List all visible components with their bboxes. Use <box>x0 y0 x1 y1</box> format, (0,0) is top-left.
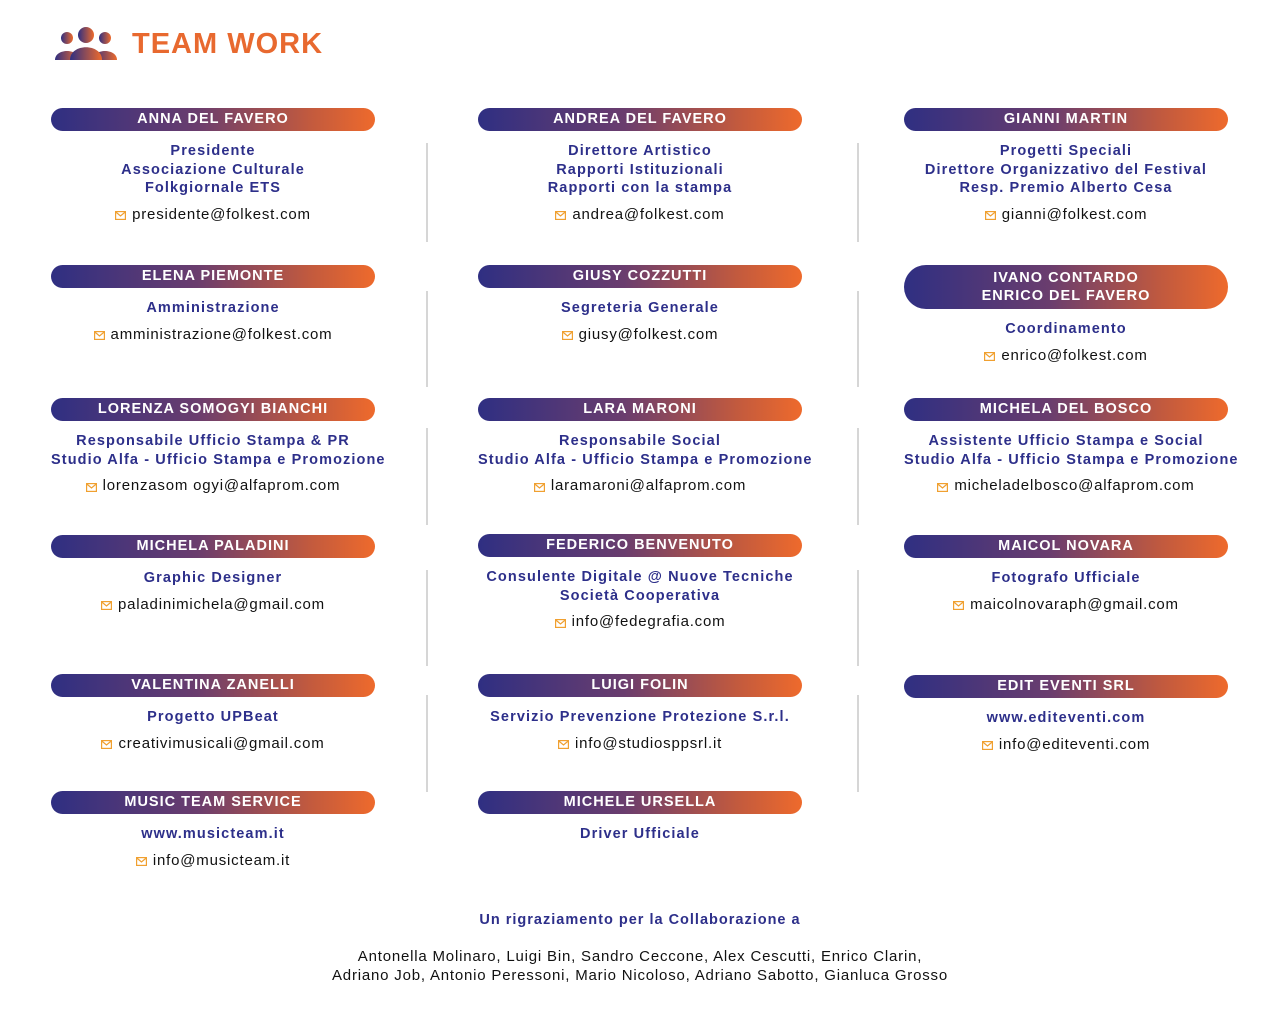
mail-icon <box>982 741 993 750</box>
team-card <box>51 265 375 345</box>
column-divider <box>426 143 428 242</box>
email-link[interactable] <box>555 206 724 223</box>
thanks-line: Adriano Job, Antonio Peressoni, Mario Nicoloso, Adriano Sabotto, Gianluca Grosso <box>332 967 948 984</box>
member-name: LORENZA SOMOGYI BIANCHI <box>97 401 329 417</box>
team-card <box>478 398 813 497</box>
name-pill <box>904 265 1228 309</box>
role-line: Studio Alfa - Ufficio Stampa e Promozione <box>478 451 813 468</box>
website-link[interactable]: www.musicteam.it <box>141 826 285 842</box>
email-link[interactable] <box>562 326 719 343</box>
mail-icon <box>136 857 147 866</box>
role-block <box>478 299 802 318</box>
name-pill <box>51 265 375 288</box>
role-line: Resp. Premio Alberto Cesa <box>959 180 1173 196</box>
member-name: IVANO CONTARDO <box>993 270 1139 286</box>
role-line: Fotografo Ufficiale <box>991 570 1141 586</box>
role-line: Studio Alfa - Ufficio Stampa e Promozione <box>51 451 386 468</box>
mail-icon <box>115 211 126 220</box>
team-card <box>478 534 802 633</box>
mail-icon <box>562 331 573 340</box>
team-icon <box>54 26 118 62</box>
mail-icon <box>86 483 97 492</box>
member-name: MICHELE URSELLA <box>563 794 717 810</box>
role-block <box>904 569 1228 588</box>
role-line: Studio Alfa - Ufficio Stampa e Promozione <box>904 451 1239 468</box>
mail-icon <box>555 619 566 628</box>
name-pill <box>478 398 802 421</box>
name-pill <box>478 674 802 697</box>
email-text: enrico@folkest.com <box>1001 346 1148 364</box>
team-card <box>51 108 375 225</box>
mail-icon <box>558 740 569 749</box>
email-link[interactable] <box>558 735 722 752</box>
thanks-line: Antonella Molinaro, Luigi Bin, Sandro Ceccone, Alex Cescutti, Enrico Clarin, <box>357 948 923 965</box>
role-block <box>904 432 1239 469</box>
role-line: Progetto UPBeat <box>147 709 279 725</box>
name-pill <box>904 108 1228 131</box>
email-link[interactable] <box>94 326 333 343</box>
name-pill <box>904 675 1228 698</box>
name-pill <box>478 791 802 814</box>
mail-icon <box>985 211 996 220</box>
role-block <box>51 825 375 844</box>
role-block <box>904 709 1228 728</box>
name-pill <box>51 674 375 697</box>
role-block <box>51 142 375 198</box>
role-block <box>478 568 802 605</box>
mail-icon <box>101 740 112 749</box>
email-link[interactable] <box>534 477 746 494</box>
page-title: TEAM WORK <box>132 27 324 60</box>
column-divider <box>857 143 859 242</box>
name-pill <box>478 108 802 131</box>
role-block <box>478 708 802 727</box>
column-divider <box>426 291 428 387</box>
member-name: MUSIC TEAM SERVICE <box>124 794 302 810</box>
column-divider <box>426 570 428 666</box>
name-pill <box>51 791 375 814</box>
email-text: giusy@folkest.com <box>578 325 719 343</box>
member-name: MAICOL NOVARA <box>998 538 1134 554</box>
email-text: paladinimichela@gmail.com <box>118 595 325 613</box>
member-name: GIUSY COZZUTTI <box>572 268 708 284</box>
role-line: Associazione Culturale <box>121 161 305 178</box>
role-block <box>478 825 802 844</box>
website-link[interactable]: www.editeventi.com <box>986 710 1146 726</box>
role-line: Coordinamento <box>1005 321 1127 337</box>
page-header <box>54 24 323 64</box>
email-link[interactable] <box>101 596 325 613</box>
member-name: ENRICO DEL FAVERO <box>981 288 1151 304</box>
role-line: Società Cooperativa <box>559 587 721 604</box>
mail-icon <box>953 601 964 610</box>
team-card <box>478 791 802 844</box>
email-text: info@studiosppsrl.it <box>574 734 723 752</box>
mail-icon <box>94 331 105 340</box>
role-block <box>478 142 802 198</box>
role-line: Responsabile Social <box>559 433 721 449</box>
email-link[interactable] <box>984 347 1147 364</box>
team-card <box>51 791 375 871</box>
mail-icon <box>555 211 566 220</box>
role-block <box>904 320 1228 339</box>
email-text: maicolnovaraph@gmail.com <box>970 595 1179 613</box>
column-divider <box>857 291 859 387</box>
member-name: ELENA PIEMONTE <box>141 268 285 284</box>
member-name: ANDREA DEL FAVERO <box>553 111 727 127</box>
column-divider <box>857 428 859 525</box>
member-name: MICHELA PALADINI <box>136 538 290 554</box>
role-line: Direttore Organizzativo del Festival <box>924 161 1208 178</box>
member-name: FEDERICO BENVENUTO <box>546 537 734 553</box>
team-card <box>904 108 1228 225</box>
member-name: ANNA DEL FAVERO <box>137 111 289 127</box>
thanks-title: Un rigraziamento per la Collaborazione a <box>479 912 801 928</box>
email-text: creativimusicali@gmail.com <box>118 734 325 752</box>
role-block <box>51 299 375 318</box>
name-pill <box>478 534 802 557</box>
role-line: Progetti Speciali <box>999 143 1133 159</box>
name-pill <box>904 398 1228 421</box>
mail-icon <box>534 483 545 492</box>
team-card <box>904 535 1228 615</box>
team-card <box>904 398 1239 497</box>
email-text: info@editeventi.com <box>998 735 1151 753</box>
email-link[interactable] <box>115 206 311 223</box>
thanks-names <box>0 947 1280 985</box>
email-text: micheladelbosco@alfaprom.com <box>954 477 1195 494</box>
role-block <box>51 569 375 588</box>
email-text: laramaroni@alfaprom.com <box>550 477 747 494</box>
member-name: LUIGI FOLIN <box>591 677 689 693</box>
column-divider <box>426 428 428 525</box>
role-block <box>904 142 1228 198</box>
member-name: LARA MARONI <box>583 401 697 417</box>
member-name: EDIT EVENTI SRL <box>997 678 1135 694</box>
role-line: Amministrazione <box>146 300 280 316</box>
role-line: Responsabile Ufficio Stampa & PR <box>76 433 350 449</box>
email-text: gianni@folkest.com <box>1001 205 1148 223</box>
mail-icon <box>937 483 948 492</box>
team-card <box>51 535 375 615</box>
role-line: Segreteria Generale <box>561 300 719 316</box>
column-divider <box>857 695 859 792</box>
team-card <box>51 398 386 497</box>
email-text: amministrazione@folkest.com <box>110 325 333 343</box>
role-line: Driver Ufficiale <box>580 826 700 842</box>
email-link[interactable] <box>136 852 290 869</box>
team-card <box>904 675 1228 755</box>
mail-icon <box>984 352 995 361</box>
email-text: lorenzasom ogyi@alfaprom.com <box>102 477 341 494</box>
team-card <box>51 674 375 754</box>
team-card <box>904 265 1228 366</box>
role-line: Servizio Prevenzione Protezione S.r.l. <box>490 709 790 725</box>
team-card <box>478 265 802 345</box>
role-line: Presidente <box>170 143 256 159</box>
member-name: VALENTINA ZANELLI <box>131 677 295 693</box>
email-link[interactable] <box>953 596 1179 613</box>
team-card <box>478 108 802 225</box>
name-pill <box>51 398 375 421</box>
column-divider <box>857 570 859 666</box>
email-text: presidente@folkest.com <box>132 205 311 223</box>
email-link[interactable] <box>985 206 1148 223</box>
role-line: Folkgiornale ETS <box>144 180 282 196</box>
email-link[interactable] <box>555 613 726 630</box>
role-line: Assistente Ufficio Stampa e Social <box>928 433 1204 449</box>
role-line: Direttore Artistico <box>568 143 712 159</box>
email-text: info@fedegrafia.com <box>571 613 726 630</box>
email-link[interactable] <box>937 477 1194 494</box>
role-block <box>51 708 375 727</box>
name-pill <box>478 265 802 288</box>
role-line: Rapporti Istituzionali <box>556 161 724 178</box>
email-link[interactable] <box>86 477 341 494</box>
role-line: Graphic Designer <box>143 570 283 586</box>
email-text: info@musicteam.it <box>152 851 291 869</box>
mail-icon <box>101 601 112 610</box>
name-pill <box>51 535 375 558</box>
role-line: Consulente Digitale @ Nuove Tecniche <box>486 569 794 585</box>
role-block <box>51 432 386 469</box>
team-card <box>478 674 802 754</box>
role-line: Rapporti con la stampa <box>547 180 733 196</box>
member-name: MICHELA DEL BOSCO <box>979 401 1153 417</box>
column-divider <box>426 695 428 792</box>
email-text: andrea@folkest.com <box>572 205 725 223</box>
member-name: GIANNI MARTIN <box>1003 111 1129 127</box>
name-pill <box>904 535 1228 558</box>
email-link[interactable] <box>101 735 324 752</box>
name-pill <box>51 108 375 131</box>
role-block <box>478 432 813 469</box>
email-link[interactable] <box>982 736 1150 753</box>
